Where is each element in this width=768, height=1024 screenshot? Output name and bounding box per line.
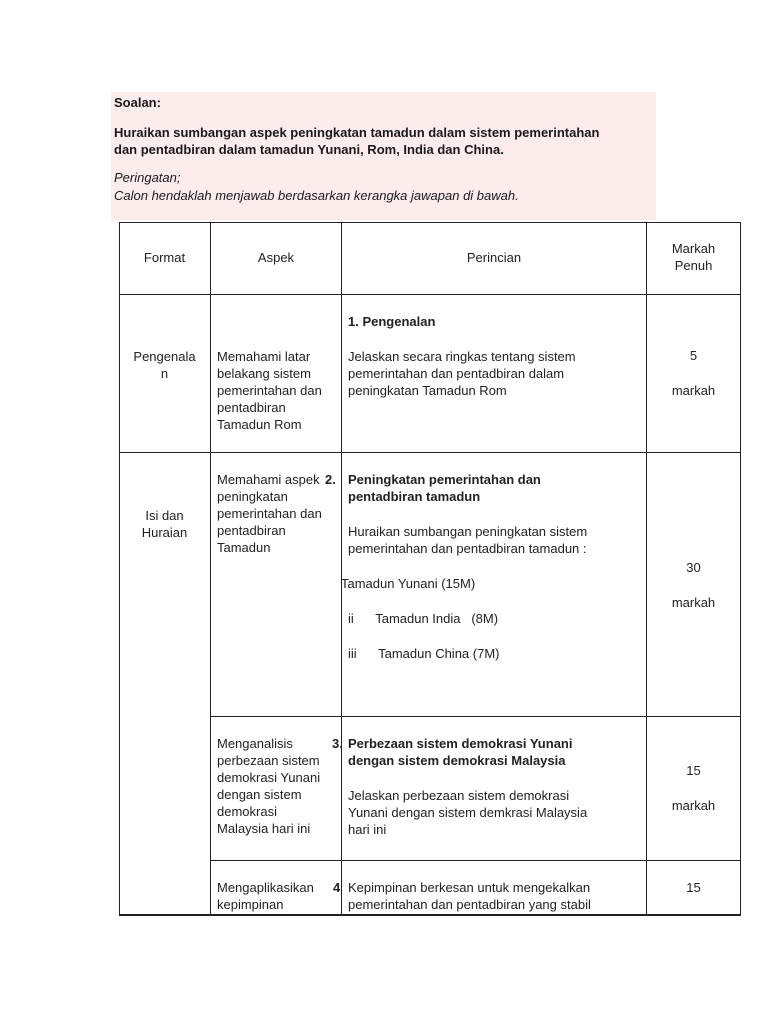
cell-line: Memahami latar bbox=[217, 349, 311, 364]
cell-line: Mengaplikasikan bbox=[217, 880, 314, 895]
header-aspek: Aspek bbox=[257, 250, 295, 265]
answer-framework-table bbox=[119, 222, 741, 916]
cell-line: Pengenala bbox=[133, 349, 196, 364]
cell-line: Huraikan sumbangan peningkatan sistem bbox=[348, 524, 588, 539]
question-label: Soalan: bbox=[114, 95, 161, 110]
cell-line: dengan sistem demokrasi Malaysia bbox=[348, 753, 566, 768]
cell-line: perbezaan sistem bbox=[217, 753, 320, 768]
cell-line: Perbezaan sistem demokrasi Yunani bbox=[348, 736, 573, 751]
question-text bbox=[114, 124, 659, 158]
table-border-top bbox=[119, 222, 741, 223]
cell-line: hari ini bbox=[348, 822, 387, 837]
row3-mark-value: 15 bbox=[686, 763, 701, 778]
row1-format bbox=[119, 348, 210, 382]
cell-line: Huraian bbox=[141, 525, 188, 540]
row1-heading: 1. Pengenalan bbox=[348, 314, 436, 329]
row3-heading bbox=[348, 735, 644, 769]
row2-mark-value: 30 bbox=[686, 560, 701, 575]
row1-detail bbox=[348, 348, 644, 399]
row1-mark-value: 5 bbox=[689, 348, 698, 363]
cell-line: Malaysia hari ini bbox=[217, 821, 311, 836]
row2-heading bbox=[348, 471, 644, 505]
row2-item: iii Tamadun China (7M) bbox=[348, 646, 500, 661]
cell-line: pemerintahan dan pentadbiran dalam bbox=[348, 366, 565, 381]
row3-detail bbox=[348, 787, 644, 838]
row4-mark-value: 15 bbox=[686, 880, 701, 895]
header-markah-line: Penuh bbox=[674, 258, 713, 273]
cell-line: n bbox=[160, 366, 169, 381]
cell-line: Tamadun bbox=[217, 540, 271, 555]
cell-line: Isi dan bbox=[145, 508, 184, 523]
cell-line: Menganalisis bbox=[217, 736, 293, 751]
cell-line: pemerintahan dan pentadbiran yang stabil bbox=[348, 897, 591, 912]
cell-line: Tamadun Rom bbox=[217, 417, 302, 432]
column-divider bbox=[341, 222, 342, 916]
cell-line: peningkatan bbox=[217, 489, 288, 504]
row3-number: 3. bbox=[332, 736, 343, 751]
cell-line: dengan sistem bbox=[217, 787, 302, 802]
row-divider bbox=[210, 716, 741, 717]
row2-item: ii Tamadun India (8M) bbox=[348, 611, 499, 626]
row2-aspek bbox=[217, 471, 341, 556]
question-line: dan pentadbiran dalam tamadun Yunani, Rom, India dan China. bbox=[114, 142, 504, 157]
row-divider bbox=[119, 452, 741, 453]
row4-detail bbox=[348, 879, 644, 913]
cell-line: Memahami aspek bbox=[217, 472, 320, 487]
row2-mark-unit: markah bbox=[671, 595, 716, 610]
table-border-right bbox=[740, 222, 741, 916]
cell-line: Peningkatan pemerintahan dan bbox=[348, 472, 541, 487]
row3-mark-unit: markah bbox=[671, 798, 716, 813]
cell-line: pentadbiran bbox=[217, 523, 286, 538]
header-markah bbox=[647, 240, 740, 274]
cell-line: demokrasi Yunani bbox=[217, 770, 321, 785]
row2-number: 2. bbox=[325, 472, 336, 487]
column-divider bbox=[210, 222, 211, 916]
cell-line: Kepimpinan berkesan untuk mengekalkan bbox=[348, 880, 591, 895]
row2-format bbox=[119, 507, 210, 541]
table-border-bottom bbox=[119, 914, 741, 916]
cell-line: Jelaskan perbezaan sistem demokrasi bbox=[348, 788, 570, 803]
row1-aspek bbox=[217, 348, 341, 433]
header-perincian: Perincian bbox=[466, 250, 522, 265]
cell-line: pentadbiran tamadun bbox=[348, 489, 481, 504]
row-divider bbox=[210, 860, 741, 861]
warning-title: Peringatan; bbox=[114, 170, 181, 185]
cell-line: peningkatan Tamadun Rom bbox=[348, 383, 507, 398]
cell-line: demokrasi bbox=[217, 804, 277, 819]
row2-detail bbox=[348, 523, 644, 557]
row4-aspek bbox=[217, 879, 341, 913]
warning-text: Calon hendaklah menjawab berdasarkan kerangka jawapan di bawah. bbox=[114, 188, 519, 203]
cell-line: pemerintahan dan bbox=[217, 383, 322, 398]
cell-line: pemerintahan dan bbox=[217, 506, 322, 521]
cell-line: Jelaskan secara ringkas tentang sistem bbox=[348, 349, 576, 364]
cell-line: pemerintahan dan pentadbiran tamadun : bbox=[348, 541, 587, 556]
row2-item: Tamadun Yunani (15M) bbox=[341, 576, 476, 591]
cell-line: kepimpinan bbox=[217, 897, 284, 912]
table-border-left bbox=[119, 222, 120, 916]
row3-aspek bbox=[217, 735, 341, 837]
header-markah-line: Markah bbox=[671, 241, 716, 256]
cell-line: Yunani dengan sistem demkrasi Malaysia bbox=[348, 805, 588, 820]
question-line: Huraikan sumbangan aspek peningkatan tamadun dalam sistem pemerintahan bbox=[114, 125, 600, 140]
header-format: Format bbox=[143, 250, 186, 265]
row-divider bbox=[119, 294, 741, 295]
cell-line: belakang sistem bbox=[217, 366, 311, 381]
row1-mark-unit: markah bbox=[671, 383, 716, 398]
row4-number: 4 bbox=[333, 880, 341, 895]
cell-line: pentadbiran bbox=[217, 400, 286, 415]
